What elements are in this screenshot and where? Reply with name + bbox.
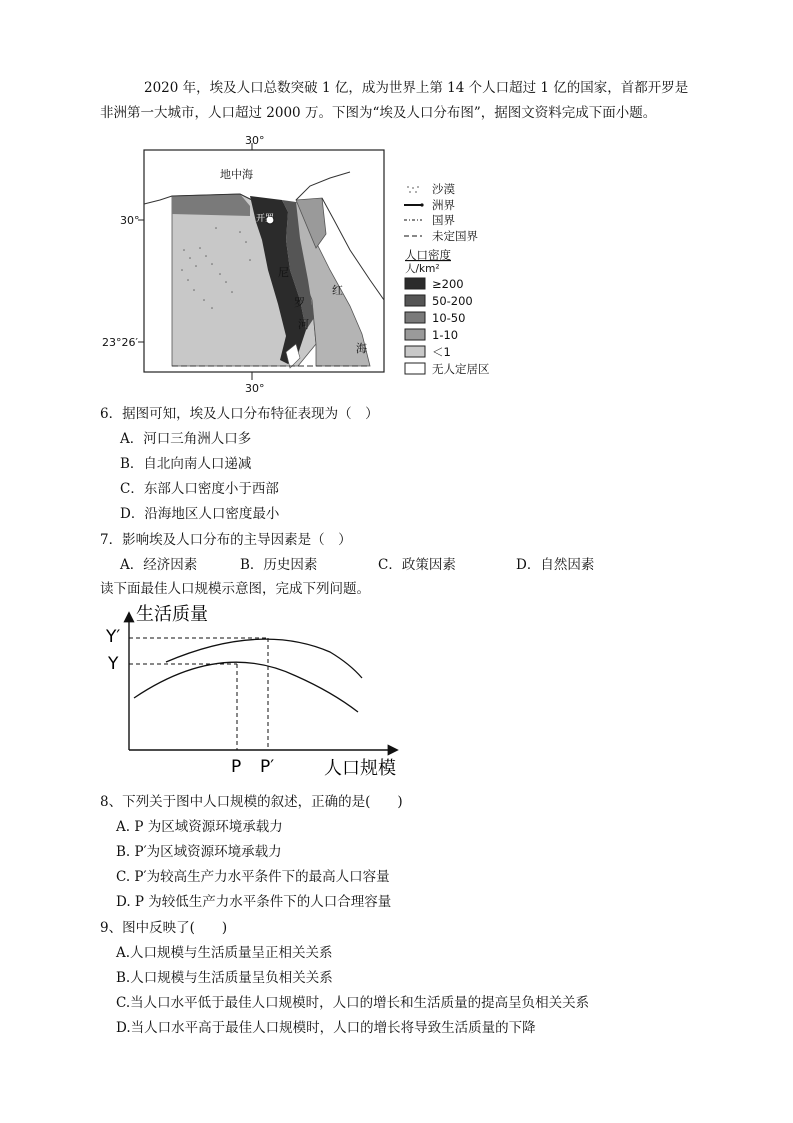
q6-option-d[interactable]: D．沿海地区人口密度最小 — [120, 506, 280, 522]
q7-option-b[interactable]: B．历史因素 — [240, 557, 318, 573]
legend-desert: 沙漠 — [432, 182, 455, 196]
legend-class-label-2: 10-50 — [432, 311, 466, 325]
q7-option-d[interactable]: D．自然因素 — [516, 557, 595, 573]
intro-text: 2020 年，埃及人口总数突破 1 亿，成为世界上第 14 个人口超过 1 亿的国家，首都开罗是非洲第一大城市，人口超过 2000 万。下图为“埃及人口分布图”，据图文资料完成下面小题。 — [100, 80, 689, 121]
legend-national-border: 国界 — [432, 213, 455, 227]
q9-option-c[interactable]: C.当人口水平低于最佳人口规模时，人口的增长和生活质量的提高呈负相关关系 — [116, 995, 590, 1011]
q8-option-d[interactable]: D. P 为较低生产力水平条件下的人口合理容量 — [116, 894, 392, 910]
curve-lower — [134, 662, 358, 712]
legend-swatch-5 — [405, 363, 425, 374]
map-legend — [404, 182, 490, 376]
q7-option-c[interactable]: C．政策因素 — [378, 557, 456, 573]
x-tick-p: P — [231, 757, 242, 777]
q7-option-a[interactable]: A．经济因素 — [120, 557, 198, 573]
lat-label-2326: 23°26′ — [102, 336, 138, 349]
legend-density-title: 人口密度 — [405, 248, 451, 262]
q8-option-a[interactable]: A. P 为区域资源环境承载力 — [116, 819, 283, 835]
q8-option-b[interactable]: B. P′为区域资源环境承载力 — [116, 844, 282, 860]
legend-class-label-5: 无人定居区 — [432, 362, 490, 376]
question-7-stem: 7．影响埃及人口分布的主导因素是（ ） — [100, 532, 352, 548]
legend-continent-border: 洲界 — [432, 198, 455, 212]
q9-option-b[interactable]: B.人口规模与生活质量呈负相关关系 — [116, 970, 333, 986]
intro-paragraph — [100, 76, 700, 126]
legend-undefined-border: 未定国界 — [432, 229, 478, 243]
red-sea-char-1: 红 — [332, 284, 343, 297]
legend-swatch-0 — [405, 278, 425, 289]
legend-class-label-3: 1-10 — [432, 328, 459, 342]
coastal-band — [172, 194, 250, 216]
population-chart — [100, 600, 420, 785]
y-axis-label: 生活质量 — [136, 604, 208, 625]
river-char-3: 河 — [298, 318, 309, 331]
question-8-stem: 8、下列关于图中人口规模的叙述，正确的是( ) — [100, 794, 403, 810]
y-tick-yprime: Y′ — [106, 627, 121, 647]
legend-swatch-4 — [405, 346, 425, 357]
lon-label-top: 30° — [245, 134, 265, 147]
legend-swatch-2 — [405, 312, 425, 323]
egypt-population-map — [100, 130, 520, 400]
section2-intro: 读下面最佳人口规模示意图，完成下列问题。 — [100, 581, 370, 597]
legend-class-label-1: 50-200 — [432, 294, 473, 308]
legend-swatch-3 — [405, 329, 425, 340]
curve-upper — [166, 639, 362, 678]
q6-option-a[interactable]: A．河口三角洲人口多 — [120, 431, 252, 447]
river-char-2: 罗 — [294, 296, 305, 309]
q9-option-d[interactable]: D.当人口水平高于最佳人口规模时，人口的增长将导致生活质量的下降 — [116, 1020, 536, 1036]
legend-density-unit: 人/km² — [405, 263, 440, 275]
legend-class-label-4: ＜1 — [432, 345, 451, 359]
y-tick-y: Y — [108, 654, 119, 674]
legend-class-label-0: ≥200 — [432, 277, 464, 291]
question-6-stem: 6．据图可知，埃及人口分布特征表现为（ ） — [100, 406, 379, 422]
mediterranean-label: 地中海 — [220, 168, 253, 181]
city-label: 开罗 — [256, 214, 275, 224]
x-axis-label: 人口规模 — [324, 758, 396, 779]
x-tick-pprime: P′ — [260, 757, 275, 777]
q6-option-c[interactable]: C．东部人口密度小于西部 — [120, 481, 279, 497]
legend-swatch-1 — [405, 295, 425, 306]
question-9-stem: 9、图中反映了( ) — [100, 920, 228, 936]
lon-label-bottom: 30° — [245, 382, 265, 395]
lat-label-30: 30° — [120, 214, 140, 227]
q6-option-b[interactable]: B．自北向南人口递减 — [120, 456, 252, 472]
red-sea-char-2: 海 — [356, 342, 367, 355]
q9-option-a[interactable]: A.人口规模与生活质量呈正相关关系 — [116, 945, 333, 961]
river-char-1: 尼 — [278, 266, 289, 279]
q8-option-c[interactable]: C. P′为较高生产力水平条件下的最高人口容量 — [116, 869, 390, 885]
